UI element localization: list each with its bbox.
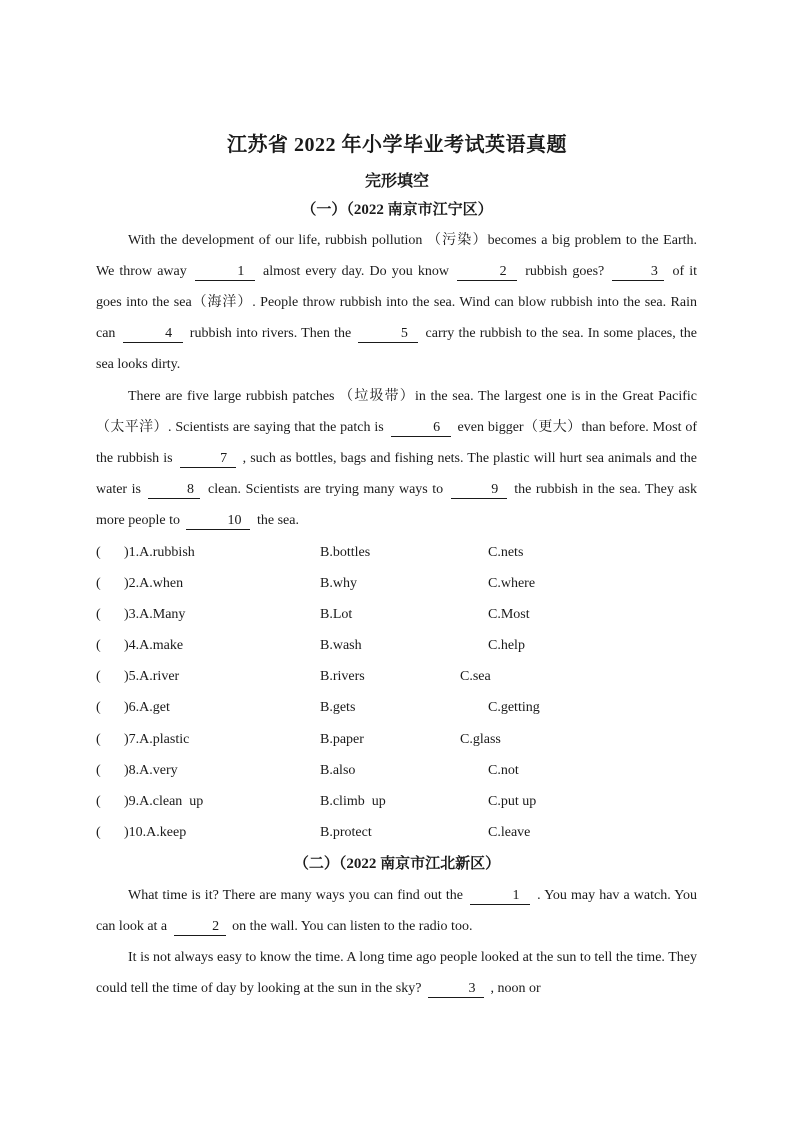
option-c: C.help [488,638,525,653]
answer-paren: ( [96,576,101,591]
option-b: B.gets [320,700,356,715]
option-a: )4.A.make [124,638,184,653]
text-segment: clean. Scientists are trying many ways to [208,482,444,497]
option-c: C.Most [488,607,530,622]
exam-subtitle: 完形填空 [364,173,429,190]
option-row [96,817,696,848]
text-segment: What time is it? There are many ways you can find out the [128,888,463,903]
section-2-heading: （二）（2022 南京市江北新区） [293,856,501,872]
blank-2: 2 [457,264,517,281]
text-segment: rubbish goes? [525,264,605,279]
blank-8: 8 [148,482,200,499]
option-a: )9.A.clean up [124,794,204,809]
option-b: B.protect [320,825,372,840]
blank-1: 1 [195,264,255,281]
option-c: C.sea [460,669,491,684]
exam-title: 江苏省 2022 年小学毕业考试英语真题 [227,134,567,156]
option-c: C.getting [488,700,540,715]
option-c: C.leave [488,825,531,840]
text-segment: carry the rubbish to the sea. In some places, the sea looks dirty. [96,326,698,372]
option-b: B.bottles [320,545,371,560]
answer-paren: ( [96,669,101,684]
text-segment: , noon or [490,981,541,996]
option-b: B.Lot [320,607,353,622]
answer-paren: ( [96,607,101,622]
option-row [96,630,696,661]
text-segment: on the wall. You can listen to the radio too. [232,919,473,934]
section-1-paragraph-2 [96,381,697,536]
option-b: B.climb up [320,794,386,809]
blank-3: 3 [612,264,664,281]
answer-paren: ( [96,763,101,778]
option-row [96,786,696,817]
option-row [96,724,696,755]
section-1-paragraph-1 [96,225,697,380]
section-1-heading: （一）（2022 南京市江宁区） [301,202,493,218]
answer-paren: ( [96,825,101,840]
option-a: )5.A.river [124,669,180,684]
blank-7: 7 [180,451,236,468]
option-row [96,599,696,630]
option-c: C.where [488,576,536,591]
answer-paren: ( [96,638,101,653]
text-segment: There are five large rubbish patches （垃圾带）in the sea. The largest one is in the Great Pacific （太平洋）. Scientists are saying that the patch is [96,389,697,435]
option-a: )1.A.rubbish [124,545,195,560]
option-c: C.not [488,763,519,778]
text-segment: , such as bottles, bags and fishing nets. The plastic will hurt sea animals and the water is [96,451,698,497]
blank-2: 2 [174,919,226,936]
answer-paren: ( [96,545,101,560]
answer-paren: ( [96,732,101,747]
text-segment: the sea. [256,513,299,528]
option-b: B.why [320,576,357,591]
text-segment: almost every day. Do you know [262,264,449,279]
section-2-paragraph-2 [96,942,697,1004]
section-2-paragraph-1 [96,880,697,942]
text-segment: . You may hav a watch. You can look at a [96,888,698,934]
option-row [96,755,696,786]
blank-6: 6 [391,420,451,437]
answer-paren: ( [96,794,101,809]
blank-10: 10 [186,513,250,530]
option-a: )8.A.very [124,763,178,778]
text-segment: of it goes into the sea（海洋）. People throw rubbish into the sea. Wind can blow rubbish into the sea. Rain can [96,264,698,341]
blank-1: 1 [470,888,530,905]
option-b: B.also [320,763,356,778]
blank-4: 4 [123,326,183,343]
option-b: B.wash [320,638,362,653]
text-segment: the rubbish in the sea. They ask more people to [96,482,698,528]
text-segment: even bigger（更大）than before. Most of the rubbish is [96,420,698,466]
blank-5: 5 [358,326,418,343]
option-row [96,568,696,599]
option-a: )10.A.keep [124,825,187,840]
option-c: C.put up [488,794,537,809]
option-a: )2.A.when [124,576,184,591]
option-a: )6.A.get [124,700,170,715]
text-segment: With the development of our life, rubbish pollution （污染）becomes a big problem to the Earth. We throw away [96,233,697,279]
option-row [96,661,696,692]
option-b: B.rivers [320,669,365,684]
option-row [96,692,696,723]
answer-paren: ( [96,700,101,715]
text-segment: rubbish into rivers. Then the [189,326,352,341]
blank-9: 9 [451,482,507,499]
blank-3: 3 [428,981,484,998]
option-b: B.paper [320,732,364,747]
text-segment: It is not always easy to know the time. A long time ago people looked at the sun to tell the time. They could tell the time of day by looking at the sun in the sky? [96,950,697,996]
option-a: )3.A.Many [124,607,186,622]
option-c: C.nets [488,545,524,560]
option-row [96,537,696,568]
option-a: )7.A.plastic [124,732,190,747]
option-c: C.glass [460,732,501,747]
